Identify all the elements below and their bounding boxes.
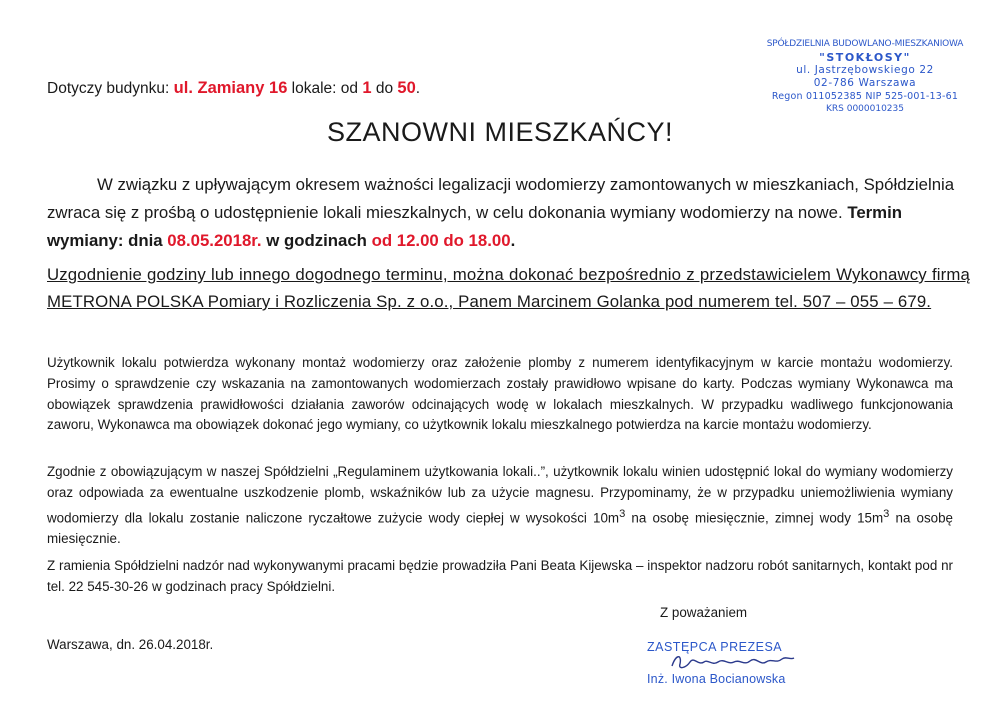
paragraph-replacement-notice [47, 171, 970, 255]
paragraph-meter-verification: Użytkownik lokalu potwierdza wykonany montaż wodomierzy oraz założenie plomby z numerem identyfikacyjnym w karcie montażu wodomierzy. Prosimy o sprawdzenie czy wskazania na zamontowanych wodomierzach zostały prawidłowo wpisane do karty. Podczas wymiany Wykonawca ma obowiązek sprawdzenia prawidłowości działania zaworów odcinających wodę w lokalach mieszkalnych. W przypadku wadliwego funkcjonowania zaworu, Wykonawca ma obowiązek dokonać jego wymiany, co użytkownik lokalu mieszkalnego potwierdza na karcie montażu wodomierzy. [47, 355, 953, 433]
page-title: SZANOWNI MIESZKAŃCY! [326, 117, 674, 147]
paragraph-regulations [47, 462, 953, 550]
building-to: 50 [397, 79, 416, 97]
signatory-role-stamp: ZASTĘPCA PREZESA [647, 640, 783, 654]
building-line [47, 79, 420, 98]
building-end: . [415, 80, 421, 97]
paragraph-1-text: W związku z upływającym okresem ważności legalizacji wodomierzy zamontowanych w mieszkaniach, Spółdzielnia zwraca się z prośbą o udostępnienie lokali mieszkalnych, w celu dokonania wymiany wodomierzy na nowe. [47, 175, 955, 222]
place-and-date: Warszawa, dn. 26.04.2018r. [47, 637, 214, 652]
paragraph-4-text-b: na osobę miesięcznie, zimnej wody 15m [625, 510, 884, 526]
building-prefix: Dotyczy budynku: [47, 80, 174, 97]
stamp-line-krs: KRS 0000010235 [826, 104, 904, 111]
handwritten-signature [668, 650, 798, 674]
superscript-cubic-1: 3 [619, 507, 626, 520]
term-end: . [510, 231, 516, 250]
stamp-line-name: SPÓŁDZIELNIA BUDOWLANO-MIESZKANIOWA [766, 39, 964, 49]
term-hours: od 12.00 do 18.00 [371, 231, 511, 250]
paragraph-4-text-a: Zgodnie z obowiązującym w naszej Spółdzielni „Regulaminem użytkowania lokali..”, użytkownik lokalu winien udostępnić lokal do wymiany wodomierzy oraz odpowiada za ewentualne uszkodzenie plomb, wskaźników lub za użycie magnesu. Przypominamy, że w przypadku uniemożliwienia wymiany wodomierzy dla lokalu zostanie naliczone ryczałtowe zużycie wody ciepłej w wysokości 10m [47, 464, 953, 526]
building-to-word: do [371, 80, 398, 97]
building-street: ul. Zamiany 16 [173, 79, 288, 97]
stamp-line-regon-nip: Regon 011052385 NIP 525-001-13-61 [771, 91, 959, 102]
paragraph-supervision: Z ramienia Spółdzielni nadzór nad wykonywanymi pracami będzie prowadziła Pani Beata Kijewska – inspektor nadzoru robót sanitarnych, kontakt pod nr tel. 22 545-30-26 w godzinach pracy Spółdzielni. [47, 558, 953, 594]
term-hours-label: w godzinach [261, 231, 372, 250]
paragraph-contractor-contact: Uzgodnienie godziny lub innego dogodnego terminu, można dokonać bezpośrednio z przedstawicielem Wykonawcy firmą METRONA POLSKA Pomiary i Rozliczenia Sp. z o.o., Panem Marcinem Golanka pod numerem tel. 507 – 055 – 679. [47, 265, 970, 311]
stamp-line-street: ul. Jastrzębowskiego 22 [796, 64, 934, 76]
term-date: 08.05.2018r. [167, 231, 262, 250]
signatory-name-stamp: Inż. Iwona Bocianowska [647, 672, 786, 686]
building-from: 1 [362, 79, 372, 97]
closing-phrase: Z poważaniem [660, 605, 748, 620]
term-label: Termin wymiany: dnia [47, 203, 903, 250]
stamp-line-city: 02-786 Warszawa [813, 77, 917, 89]
building-mid: lokale: od [287, 80, 363, 97]
paragraph-4-text-c: na osobę miesięcznie. [47, 510, 954, 546]
stamp-line-quoted-name: "STOKŁOSY" [819, 51, 911, 64]
cooperative-stamp [745, 38, 985, 111]
superscript-cubic-2: 3 [883, 507, 890, 520]
